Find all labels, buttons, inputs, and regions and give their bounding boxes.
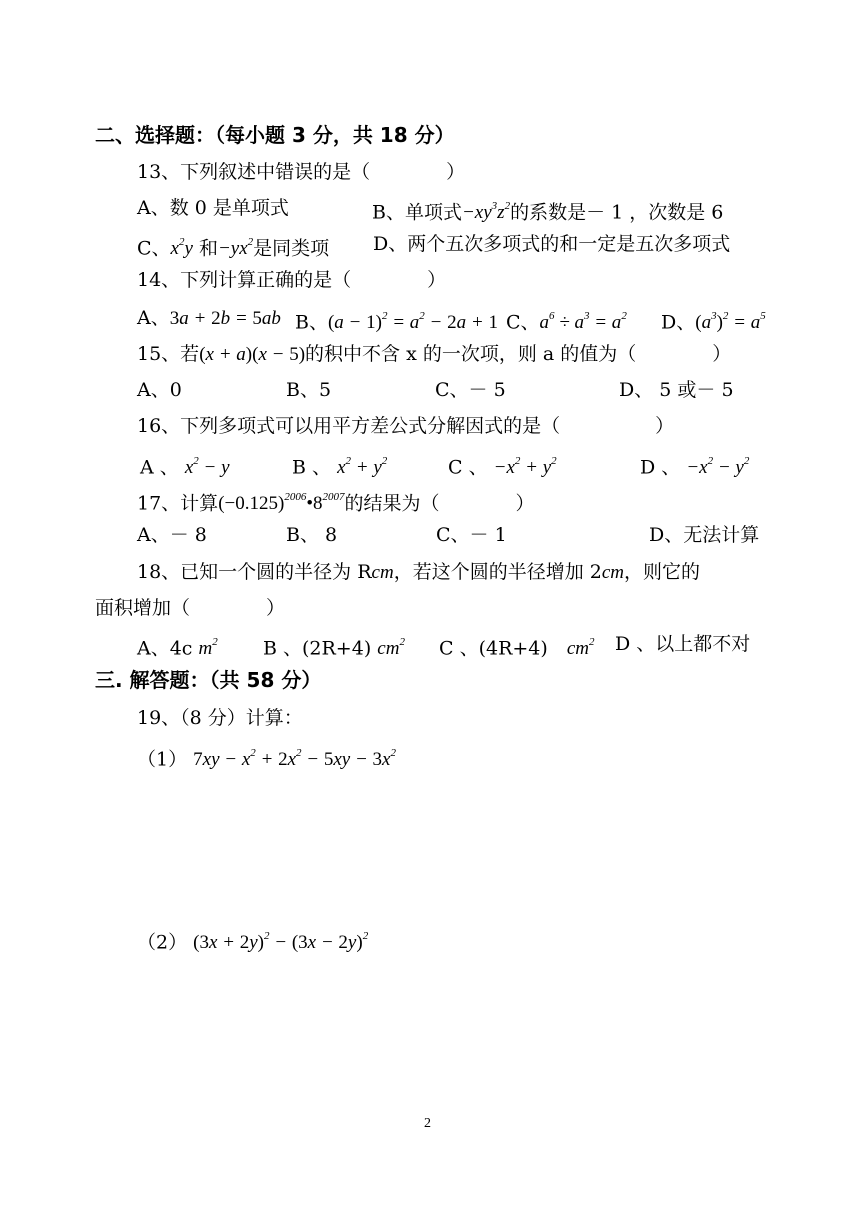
option-13-c-prefix: C、 [137,237,171,260]
page-number: 2 [424,1116,431,1131]
option-label: B 、(2R+4) [263,637,372,660]
option-label: C 、 [448,456,488,479]
option-13-c [137,232,329,261]
math-expression: $-x^2 + y^2$ [493,455,557,479]
option-14-a [137,306,281,331]
unit-cm: cm [371,562,394,583]
option-18-d: D 、以上都不对 [615,633,751,655]
option-13-d: D、两个五次多项式的和一定是五次多项式 [373,233,731,255]
option-13-b-prefix: B、单项式 [372,201,462,224]
question-15-suffix: 的积中不含 x 的一次项，则 a 的值为（ ） [305,343,732,365]
question-18-suffix: ，则它的 [623,561,700,583]
option-16-c [448,451,557,480]
math-expression: $(-0.125)^{2006}•8^{2007}$ [218,491,345,515]
option-label: C 、(4R+4) [439,637,548,660]
question-15-stem [137,342,731,367]
math-expression: $(a^3)^2 = a^5$ [695,310,766,334]
option-14-b [295,306,498,335]
option-15-d: D、 5 或－ 5 [619,379,734,401]
option-13-c-suffix: 是同类项 [253,237,330,260]
option-17-a: A、－ 8 [137,524,207,546]
option-18-b [263,632,405,661]
question-17-prefix: 17、计算 [137,492,219,515]
option-15-a: A、0 [137,379,182,401]
math-expression: $m^2$ [198,636,218,660]
math-expression: $x^2y$ [170,236,193,260]
option-13-c-connector: 和 [198,237,218,260]
math-expression: $cm^2$ [377,636,405,660]
question-18-middle: ，若这个圆的半径增加 2 [393,561,602,583]
math-expression: $7xy - x^2 + 2x^2 - 5xy - 3x^2$ [193,747,396,771]
option-14-c [506,306,627,335]
part-label: （2） [137,931,188,954]
option-17-b: B、 8 [286,524,338,546]
option-label: C、 [506,311,540,334]
question-17-suffix: 的结果为（ ） [344,492,535,515]
option-18-a [137,632,218,661]
question-17-stem [137,487,534,516]
option-18-c [439,632,594,661]
question-13-stem: 13、下列叙述中错误的是（ ） [137,161,466,183]
math-expression: $cm^2$ [566,636,595,660]
unit-cm: cm [601,562,624,583]
option-16-d [640,451,749,480]
question-19-part-2 [137,926,368,955]
question-16-stem: 16、下列多项式可以用平方差公式分解因式的是（ ） [137,415,675,437]
option-label: A、4c [137,637,193,660]
part-label: （1） [137,748,188,771]
option-label: A 、 [140,456,179,479]
math-expression: $(3x + 2y)^2 - (3x - 2y)^2$ [193,930,369,954]
option-14-d [661,306,766,335]
option-17-d: D、无法计算 [649,524,760,546]
option-label: A、 [137,307,170,329]
option-15-b: B、5 [286,379,332,401]
option-13-b-suffix: 的系数是－ 1 ，次数是 6 [510,201,724,224]
section-2-heading: 二、选择题：（每小题 3 分，共 18 分） [95,123,455,147]
question-18-prefix: 18、已知一个圆的半径为 R [137,561,372,583]
math-expression: $(a - 1)^2 = a^2 - 2a + 1$ [327,310,498,334]
math-expression: $-xy^3z^2$ [461,200,511,224]
question-14-stem: 14、下列计算正确的是（ ） [137,269,447,291]
option-label: B、 [295,311,328,334]
question-19-stem: 19、（8 分）计算： [137,707,303,729]
option-13-b [372,196,723,225]
math-expression: 3a + 2b = 5ab [169,308,281,329]
question-18-stem [137,560,700,585]
section-3-heading: 三. 解答题：（共 58 分） [95,668,322,692]
math-expression: $-x^2 - y^2$ [686,455,750,479]
option-17-c: C、－ 1 [436,524,507,546]
question-15-prefix: 15、若 [137,343,200,365]
option-13-a: A、数 0 是单项式 [137,197,289,219]
option-16-b [292,451,387,480]
math-expression: (x + a)(x − 5) [199,344,306,365]
math-expression: $x^2 - y$ [184,455,230,479]
option-15-c: C、－ 5 [435,379,506,401]
math-expression: $a^6 \div a^3 = a^2$ [539,310,627,334]
math-expression: $x^2 + y^2$ [337,455,388,479]
question-18-stem-continued: 面积增加（ ） [95,597,286,619]
option-16-a [140,451,230,480]
option-label: D、 [661,311,696,334]
math-expression: $-yx^2$ [217,236,254,260]
question-19-part-1 [137,743,396,772]
option-label: D 、 [640,456,681,479]
option-label: B 、 [292,456,332,479]
